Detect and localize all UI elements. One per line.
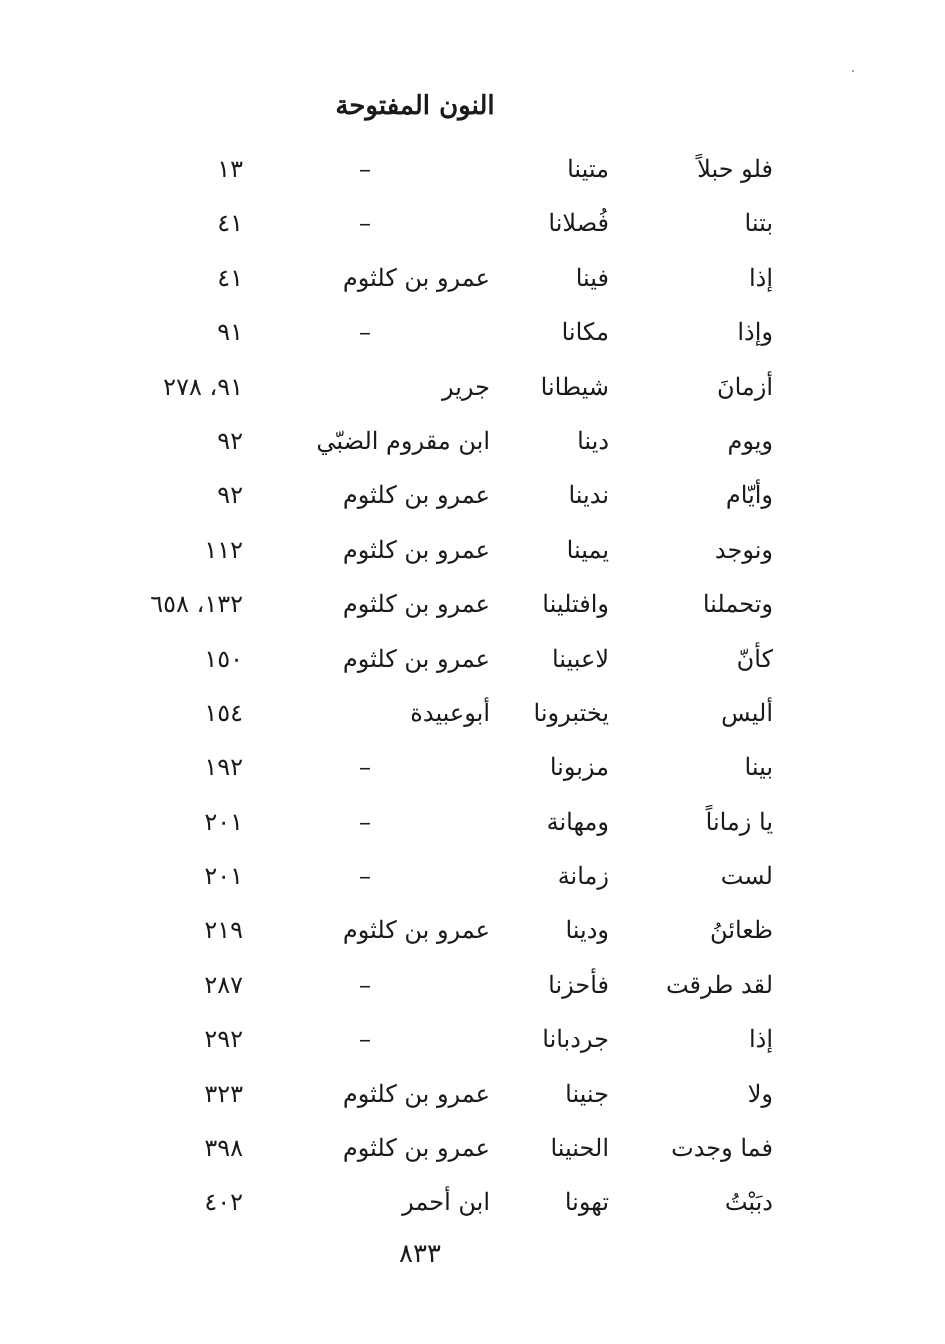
page-references: ٢٩٢ bbox=[204, 1025, 243, 1054]
page-references: ٩٢ bbox=[217, 481, 243, 510]
poet-name: – bbox=[359, 862, 371, 891]
first-word: وأيّام bbox=[725, 481, 773, 510]
page-references: ١٩٢ bbox=[204, 753, 243, 782]
index-row bbox=[0, 196, 945, 250]
poet-name: عمرو بن كلثوم bbox=[342, 644, 490, 673]
poet-name: – bbox=[359, 318, 371, 347]
index-row bbox=[0, 795, 945, 849]
poet-name: عمرو بن كلثوم bbox=[342, 535, 490, 564]
rhyme-word: لاعبينا bbox=[551, 644, 609, 673]
first-word: بتنا bbox=[744, 209, 773, 238]
rhyme-word: دينا bbox=[577, 426, 609, 455]
index-row bbox=[0, 686, 945, 740]
page-references: ٤١ bbox=[217, 209, 243, 238]
rhyme-word: فأحزنا bbox=[548, 970, 609, 999]
poet-name: عمرو بن كلثوم bbox=[342, 481, 490, 510]
poet-name: أبوعبيدة bbox=[410, 698, 490, 727]
index-row bbox=[0, 632, 945, 686]
first-word: لست bbox=[720, 862, 773, 891]
index-row bbox=[0, 468, 945, 522]
rhyme-word: فينا bbox=[575, 263, 609, 292]
poet-name: – bbox=[359, 1025, 371, 1054]
index-row bbox=[0, 740, 945, 794]
page-references: ٢٨٧ bbox=[204, 970, 243, 999]
poet-name: – bbox=[359, 155, 371, 183]
first-word: دبَبْتُ bbox=[724, 1188, 773, 1217]
rhyme-word: فُصلانا bbox=[548, 209, 609, 238]
page-references: ٩١ bbox=[217, 318, 243, 347]
page-references: ٩٢ bbox=[217, 426, 243, 455]
index-row bbox=[0, 1121, 945, 1175]
index-row bbox=[0, 360, 945, 414]
rhyme-word: تهونا bbox=[564, 1188, 609, 1217]
rhyme-word: مزبونا bbox=[549, 753, 609, 782]
poet-name: عمرو بن كلثوم bbox=[342, 1079, 490, 1108]
index-row bbox=[0, 305, 945, 359]
first-word: إذا bbox=[748, 1025, 773, 1054]
first-word: أزمانَ bbox=[716, 372, 773, 401]
rhyme-word: جنينا bbox=[565, 1079, 609, 1108]
first-word: فلو حبلاً bbox=[697, 155, 773, 183]
rhyme-word: متينا bbox=[567, 155, 609, 183]
first-word: لقد طرقت bbox=[665, 970, 773, 999]
margin-speck bbox=[852, 70, 854, 72]
first-word: بينا bbox=[744, 753, 773, 782]
index-row bbox=[0, 1012, 945, 1066]
index-row bbox=[0, 414, 945, 468]
first-word: أليس bbox=[721, 698, 773, 727]
rhyme-word: ومهانة bbox=[546, 807, 609, 836]
page-references: ٩١، ٢٧٨ bbox=[163, 372, 243, 401]
rhyme-word: الحنينا bbox=[550, 1134, 609, 1163]
page-references: ٢٠١ bbox=[204, 862, 243, 891]
poet-name: عمرو بن كلثوم bbox=[342, 590, 490, 619]
page-references: ١٣٢، ٦٥٨ bbox=[150, 590, 243, 619]
poet-name: عمرو بن كلثوم bbox=[342, 916, 490, 945]
poet-name: – bbox=[359, 970, 371, 999]
first-word: وإذا bbox=[737, 318, 773, 347]
rhyme-word: ودينا bbox=[565, 916, 609, 945]
page-references: ١١٢ bbox=[204, 535, 243, 564]
page-references: ٣٩٨ bbox=[204, 1134, 243, 1163]
page-number: ٨٣٣ bbox=[399, 1239, 441, 1269]
page-references: ٢٠١ bbox=[204, 807, 243, 836]
rhyme-word: مكانا bbox=[561, 318, 609, 347]
poet-name: – bbox=[359, 807, 371, 836]
first-word: ونوجد bbox=[714, 535, 773, 564]
poet-name: – bbox=[359, 209, 371, 238]
index-row bbox=[0, 1175, 945, 1229]
index-table bbox=[0, 142, 945, 1230]
first-word: ولا bbox=[747, 1079, 773, 1108]
first-word: يا زماناً bbox=[705, 807, 773, 836]
rhyme-word: يمينا bbox=[566, 535, 609, 564]
first-word: كأنّ bbox=[736, 644, 773, 673]
poet-name: عمرو بن كلثوم bbox=[342, 1134, 490, 1163]
rhyme-word: زمانة bbox=[557, 862, 609, 891]
page-references: ٢١٩ bbox=[204, 916, 243, 945]
rhyme-word: جردبانا bbox=[542, 1025, 609, 1054]
index-row bbox=[0, 142, 945, 196]
poet-name: ابن أحمر bbox=[402, 1188, 490, 1217]
index-row bbox=[0, 903, 945, 957]
poet-name: جرير bbox=[442, 372, 490, 401]
index-row bbox=[0, 958, 945, 1012]
first-word: إذا bbox=[748, 263, 773, 292]
first-word: ظعائنُ bbox=[710, 916, 773, 945]
rhyme-word: يختبرونا bbox=[533, 698, 609, 727]
index-row bbox=[0, 577, 945, 631]
first-word: ويوم bbox=[727, 426, 773, 455]
index-row bbox=[0, 849, 945, 903]
index-row bbox=[0, 523, 945, 577]
index-row bbox=[0, 251, 945, 305]
page-references: ٤١ bbox=[217, 263, 243, 292]
poet-name: ابن مقروم الضبّي bbox=[316, 426, 490, 455]
page-references: ٤٠٢ bbox=[204, 1188, 243, 1217]
rhyme-word: شيطانا bbox=[540, 372, 609, 401]
page-references: ٣٢٣ bbox=[204, 1079, 243, 1108]
poet-name: – bbox=[359, 753, 371, 782]
poet-name: عمرو بن كلثوم bbox=[342, 263, 490, 292]
first-word: وتحملنا bbox=[702, 590, 773, 619]
first-word: فما وجدت bbox=[671, 1134, 773, 1163]
page-references: ١٣ bbox=[217, 155, 243, 183]
index-row bbox=[0, 1067, 945, 1121]
rhyme-word: وافتلينا bbox=[542, 590, 609, 619]
rhyme-word: ندينا bbox=[568, 481, 609, 510]
section-title: النون المفتوحة bbox=[335, 91, 495, 121]
page-references: ١٥٤ bbox=[204, 698, 243, 727]
page-references: ١٥٠ bbox=[204, 644, 243, 673]
